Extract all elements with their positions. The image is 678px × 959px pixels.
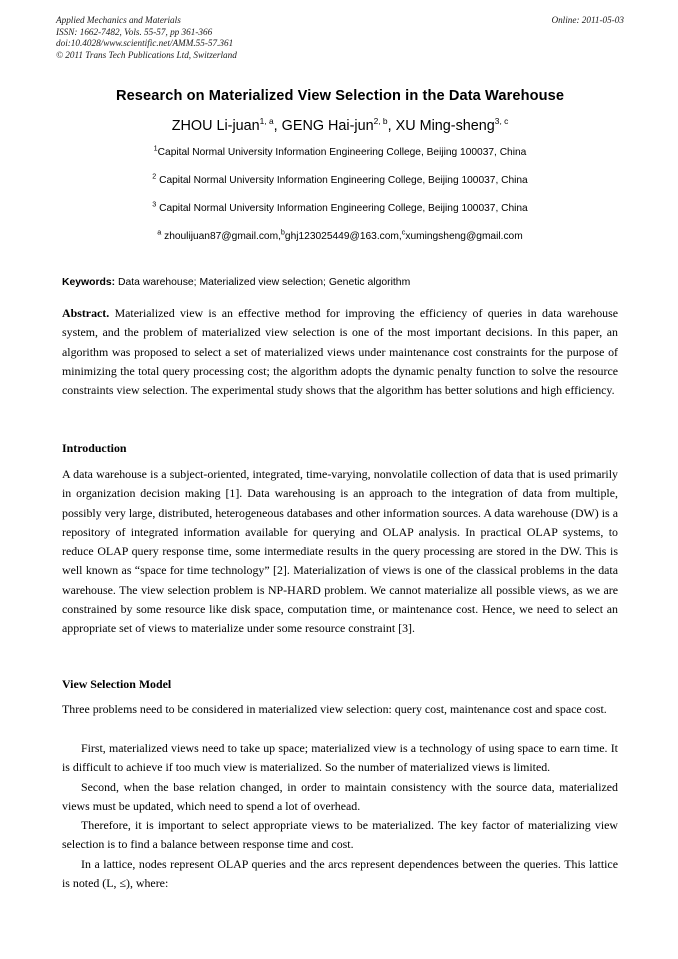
- affiliation-marker-2: 2: [152, 171, 157, 181]
- author-name-2: GENG Hai-jun: [281, 118, 374, 134]
- paragraph-text: Second, when the base relation changed, in order to maintain consistency with the source data, materialized views must be updated, which need to spend a lot of overhead.: [62, 779, 618, 813]
- paragraph-text: Therefore, it is important to select appropriate views to be materialized. The key factor of materializing view selection is to find a balance between response time and cost.: [62, 818, 618, 852]
- author-superscript-1: 1, a: [259, 116, 274, 127]
- affiliation-text-1: Capital Normal University Information Engineering College, Beijing 100037, China: [157, 147, 527, 158]
- journal-name-row: [56, 15, 624, 27]
- author-separator-1: ,: [273, 118, 282, 134]
- affiliation-list: [56, 143, 624, 243]
- abstract-block: [62, 304, 618, 400]
- email-marker-c: c: [401, 227, 406, 237]
- author-superscript-3: 3, c: [494, 116, 509, 127]
- paragraph-text: Three problems need to be considered in materialized view selection: query cost, maintenance cost and space cost.: [62, 702, 607, 716]
- view-selection-paragraphs: [62, 739, 618, 893]
- email-marker-a: a: [157, 227, 162, 237]
- journal-name: Applied Mechanics and Materials: [56, 15, 181, 25]
- journal-copyright: © 2011 Trans Tech Publications Ltd, Switzerland: [56, 49, 237, 60]
- affiliation-text-3: Capital Normal University Information Engineering College, Beijing 100037, China: [156, 203, 528, 214]
- paragraph-text: In a lattice, nodes represent OLAP queries and the arcs represent dependences between the queries. This lattice is noted (L, ≤), where:: [62, 856, 618, 891]
- affiliation-2: [56, 171, 624, 187]
- email-marker-b: b: [280, 227, 285, 237]
- author-superscript-2: 2, b: [373, 116, 388, 127]
- email-address-b[interactable]: ghj123025449@163.com,: [284, 231, 402, 242]
- online-date: Online: 2011-05-03: [551, 15, 624, 25]
- affiliation-text-2: Capital Normal University Information Engineering College, Beijing 100037, China: [156, 175, 528, 186]
- journal-doi: doi:10.4028/www.scientific.net/AMM.55-57.361: [56, 38, 234, 49]
- paragraph-text: A data warehouse is a subject-oriented, integrated, time-varying, nonvolatile collection of data that is used primarily in organization decision making [1]. Data warehousing is an approach to the integration of data from multiple, possibly very large, distributed, heterogeneous databases and other information sources. A data warehouse (DW) is a repository of integrated information available for querying and OLAP analysis. In practical OLAP systems, to reduce OLAP query response time, some intermediate results in the query processing are stored in the DW. This is well known as “space for time technology” [2]. Materialization of views is one of the classical problems in the data warehouse. The view selection problem is NP-HARD problem. We cannot materialize all possible views, as we are constrained by some resource like disk space, computation time, or maintenance cost. Hence, we need to select an appropriate set of views to materialize under some resource constraint [3].: [62, 467, 618, 636]
- keywords-label: Keywords:: [62, 277, 116, 288]
- author-separator-2: ,: [387, 118, 396, 134]
- affiliation-3: [56, 199, 624, 215]
- affiliation-marker-1: 1: [153, 143, 158, 153]
- introduction-paragraph-1: [62, 465, 618, 639]
- author-name-3: XU Ming-sheng: [395, 118, 495, 134]
- journal-issn: ISSN: 1662-7482, Vols. 55-57, pp 361-366: [56, 26, 213, 37]
- journal-header: [56, 15, 624, 61]
- keywords-line: [62, 276, 618, 290]
- author-emails: [56, 227, 624, 243]
- keywords-value: Data warehouse; Materialized view selection; Genetic algorithm: [115, 277, 411, 288]
- affiliation-marker-3: 3: [152, 199, 157, 209]
- section-heading-view-selection-model: View Selection Model: [62, 677, 172, 691]
- paragraph-text: First, materialized views need to take up space; materialized view is a technology of using space to earn time. It is difficult to achieve if too much view is materialized. So the number of materialized views is limited.: [62, 741, 618, 775]
- author-list: [56, 118, 624, 134]
- abstract-label: Abstract.: [62, 306, 110, 320]
- email-address-a[interactable]: zhoulijuan87@gmail.com,: [161, 231, 281, 242]
- view-selection-paragraph-1: [62, 700, 618, 719]
- section-heading-introduction: Introduction: [62, 441, 127, 455]
- email-address-c[interactable]: xumingsheng@gmail.com: [405, 231, 523, 242]
- author-name-1: ZHOU Li-juan: [171, 118, 260, 134]
- affiliation-1: [56, 143, 624, 159]
- page-title: Research on Materialized View Selection in the Data Warehouse: [115, 88, 565, 104]
- abstract-text: Materialized view is an effective method for improving the efficiency of queries in data warehouse system, and the problem of materialized view selection is one of the most important decisions. In this paper, an algorithm was proposed to select a set of materialized views under maintenance cost constraints for the purpose of minimizing the total query processing cost; the algorithm adopts the dynamic penalty function to solve the resource constraints view selection. The experimental study shows that the algorithm has better solutions and high efficiency.: [62, 306, 618, 398]
